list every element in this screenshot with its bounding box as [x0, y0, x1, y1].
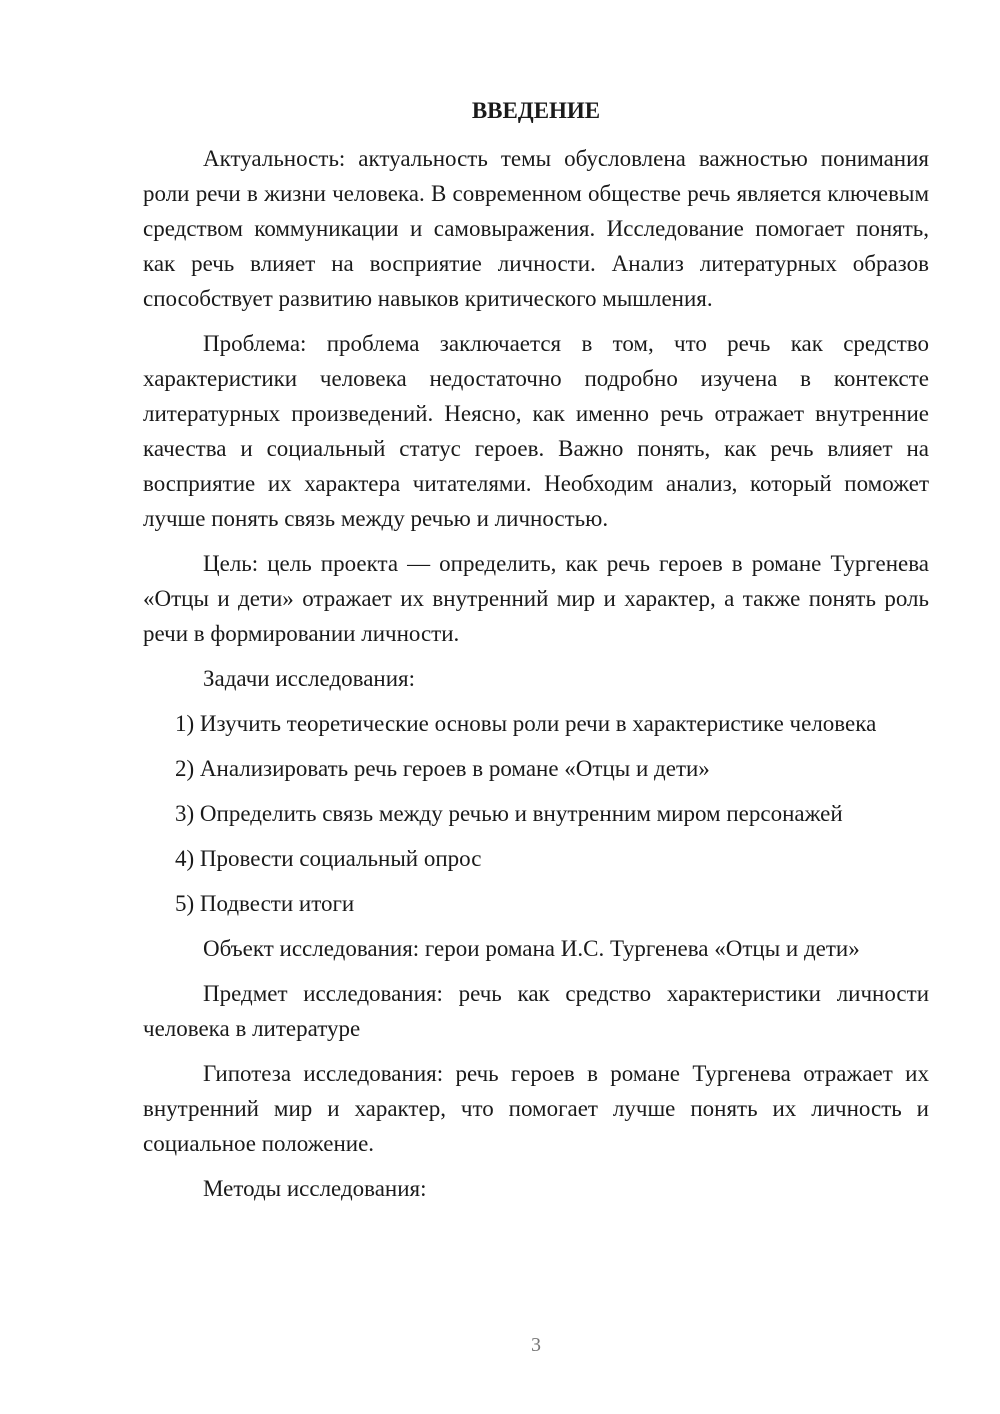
page-title: ВВЕДЕНИЕ [471, 98, 601, 123]
list-item: 3) Определить связь между речью и внутренним миром персонажей [175, 801, 843, 826]
list-item: 1) Изучить теоретические основы роли речи в характеристике человека [175, 711, 877, 736]
tasks-list [143, 706, 929, 921]
list-item: 2) Анализировать речь героев в романе «Отцы и дети» [175, 756, 710, 781]
subject-paragraph: Предмет исследования: речь как средство характеристики личности человека в литературе [143, 981, 929, 1041]
methods-heading: Методы исследования: [203, 1176, 427, 1201]
tasks-heading: Задачи исследования: [203, 666, 416, 691]
relevance-paragraph: Актуальность: актуальность темы обусловлена важностью понимания роли речи в жизни человека. В современном обществе речь является ключевым средством коммуникации и самовыражения. Исследование помогает понять, как речь влияет на восприятие личности. Анализ литературных образов способствует развитию навыков критического мышления. [143, 146, 929, 311]
page-content [143, 93, 929, 1216]
problem-paragraph: Проблема: проблема заключается в том, что речь как средство характеристики человека недостаточно подробно изучена в контексте литературных произведений. Неясно, как именно речь отражает внутренние качества и социальный статус героев. Важно понять, как речь влияет на восприятие их характера читателями. Необходим анализ, который поможет лучше понять связь между речью и личностью. [143, 331, 929, 531]
page-number: 3 [531, 1334, 541, 1356]
hypothesis-paragraph: Гипотеза исследования: речь героев в романе Тургенева отражает их внутренний мир и характер, что помогает лучше понять их личность и социальное положение. [143, 1061, 929, 1156]
goal-paragraph: Цель: цель проекта — определить, как речь героев в романе Тургенева «Отцы и дети» отражает их внутренний мир и характер, а также понять роль речи в формировании личности. [143, 551, 929, 646]
list-item: 5) Подвести итоги [175, 891, 355, 916]
object-paragraph: Объект исследования: герои романа И.С. Тургенева «Отцы и дети» [203, 936, 860, 961]
list-item: 4) Провести социальный опрос [175, 846, 482, 871]
